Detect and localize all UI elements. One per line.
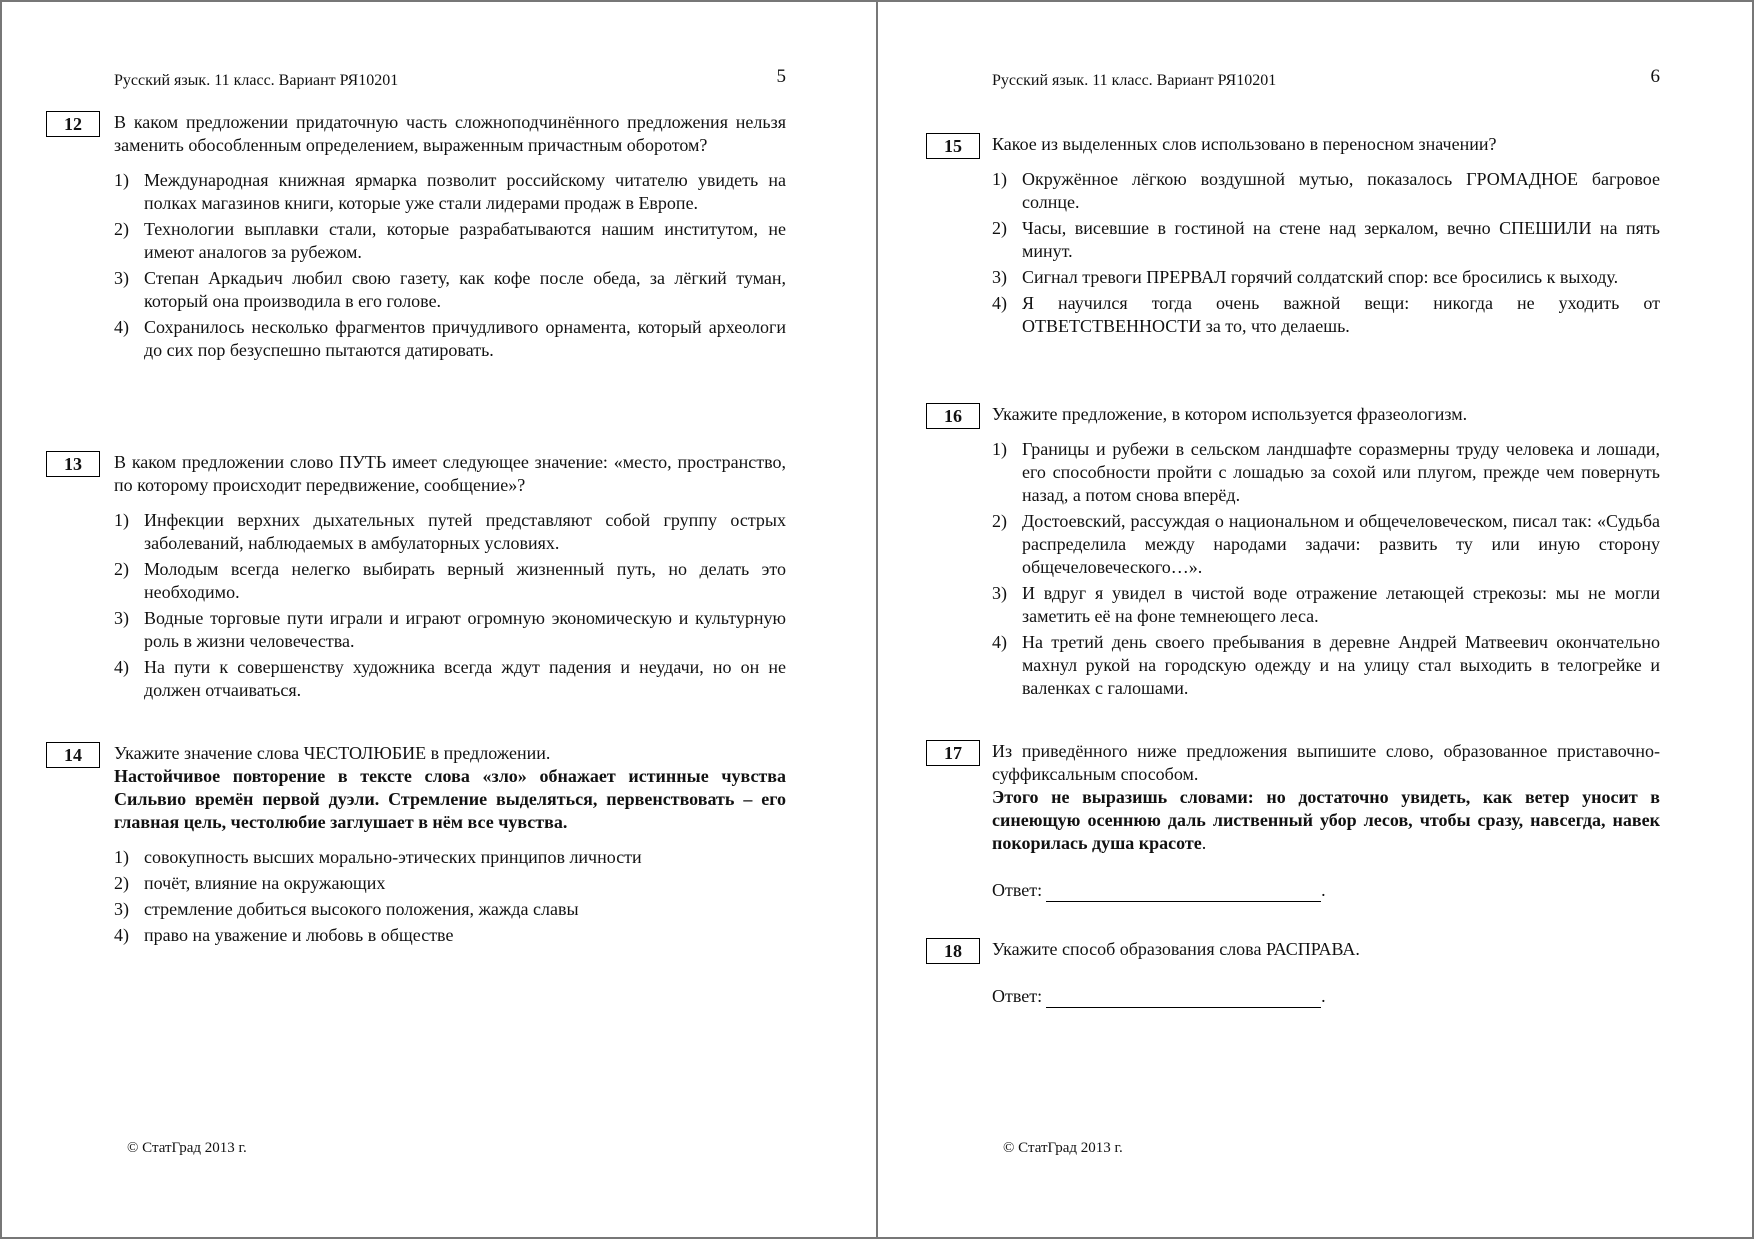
option: 3) Сигнал тревоги ПРЕРВАЛ горячий солдатский спор: все бросились к выходу. xyxy=(992,267,1619,287)
task-number: 17 xyxy=(926,740,980,766)
option: 2) Достоевский, рассуждая о национальном и общечеловеческом, писал так: «Судьба распределила между народами задачи: развить ту или иную сторону общечеловеческого…». xyxy=(992,511,1660,577)
header-title: Русский язык. 11 класс. Вариант РЯ10201 xyxy=(114,72,399,89)
task-12 xyxy=(2,111,876,365)
answer-line[interactable] xyxy=(1046,989,1321,1008)
option: 4) На пути к совершенству художника всегда ждут падения и неудачи, но он не должен отчаиваться. xyxy=(114,657,786,700)
option: 4) На третий день своего пребывания в деревне Андрей Матвеевич окончательно махнул рукой на городскую одежду и на улицу стал выходить в телогрейке и валенках с галошами. xyxy=(992,632,1660,698)
right-page xyxy=(878,2,1752,1237)
task-number: 12 xyxy=(46,111,100,137)
task-13 xyxy=(2,451,876,705)
task-number: 16 xyxy=(926,403,980,429)
option: 2) Часы, висевшие в гостиной на стене над зеркалом, вечно СПЕШИЛИ на пять минут. xyxy=(992,218,1660,261)
page-number: 6 xyxy=(1650,66,1660,87)
footer-copyright: © СтатГрад 2013 г. xyxy=(1003,1140,1123,1156)
task-number: 15 xyxy=(926,133,980,159)
option: 2) почёт, влияние на окружающих xyxy=(114,873,386,893)
task-question: Укажите предложение, в котором используется фразеологизм. xyxy=(992,404,1468,424)
option: 1) совокупность высших морально-этических принципов личности xyxy=(114,847,642,867)
page-header xyxy=(114,66,786,90)
task-question: Какое из выделенных слов использовано в переносном значении? xyxy=(992,134,1497,154)
task-number: 18 xyxy=(926,938,980,964)
option: 1) Границы и рубежи в сельском ландшафте соразмерны труду человека и лошади, его способности пройти с лошадью за сохой или плугом, прежде чем повернуть назад, а потом снова вперёд. xyxy=(992,439,1660,505)
left-page xyxy=(2,2,878,1237)
answer-row: Ответ: . xyxy=(992,880,1326,900)
task-quote: Этого не выразишь словами: но достаточно увидеть, как ветер уносит в синеющую осеннюю даль лиственный убор лесов, чтобы сразу, навсегда, навек покорилась душа красоте. xyxy=(992,787,1660,853)
option: 3) И вдруг я увидел в чистой воде отражение летающей стрекозы: мы не могли заметить её на фоне темнеющего леса. xyxy=(992,583,1660,626)
task-quote: Настойчивое повторение в тексте слова «зло» обнажает истинные чувства Сильвио времён первой дуэли. Стремление выделяться, первенствовать – его главная цель, честолюбие заглушает в нём все чувства. xyxy=(114,766,786,832)
option: 1) Инфекции верхних дыхательных путей представляют собой группу острых заболеваний, наблюдаемых в амбулаторных условиях. xyxy=(114,510,786,553)
option: 4) Сохранилось несколько фрагментов причудливого орнамента, который археологи до сих пор безуспешно пытаются датировать. xyxy=(114,317,786,360)
page-number: 5 xyxy=(776,66,786,87)
option: 3) Степан Аркадьич любил свою газету, как кофе после обеда, за лёгкий туман, который она производила в его голове. xyxy=(114,268,786,311)
task-number: 13 xyxy=(46,451,100,477)
option: 4) право на уважение и любовь в обществе xyxy=(114,925,454,945)
task-15 xyxy=(878,133,1752,341)
footer-copyright: © СтатГрад 2013 г. xyxy=(127,1140,247,1156)
options-list xyxy=(114,509,786,702)
task-question: В каком предложении придаточную часть сложноподчинённого предложения нельзя заменить обособленным определением, выраженным причастным оборотом? xyxy=(114,112,786,155)
answer-row: Ответ: . xyxy=(992,986,1326,1006)
option: 4) Я научился тогда очень важной вещи: никогда не уходить от ОТВЕТСТВЕННОСТИ за то, что делаешь. xyxy=(992,293,1660,336)
option: 3) стремление добиться высокого положения, жажда славы xyxy=(114,899,579,919)
options-list xyxy=(992,168,1660,338)
option: 2) Молодым всегда нелегко выбирать верный жизненный путь, но делать это необходимо. xyxy=(114,559,786,602)
option: 3) Водные торговые пути играли и играют огромную экономическую и культурную роль в жизни человечества. xyxy=(114,608,786,651)
task-14 xyxy=(2,742,876,950)
answer-label: Ответ: xyxy=(992,880,1043,900)
option: 1) Международная книжная ярмарка позволит российскому читателю увидеть на полках магазинов книги, которые уже стали лидерами продаж в Европе. xyxy=(114,170,786,213)
option: 1) Окружённое лёгкою воздушной мутью, показалось ГРОМАДНОЕ багровое солнце. xyxy=(992,169,1660,212)
option: 2) Технологии выплавки стали, которые разрабатываются нашим институтом, не имеют аналогов за рубежом. xyxy=(114,219,786,262)
options-list xyxy=(992,438,1660,700)
task-18 xyxy=(878,938,1752,1008)
page-header xyxy=(992,66,1660,90)
task-17 xyxy=(878,740,1752,902)
task-16 xyxy=(878,403,1752,703)
answer-line[interactable] xyxy=(1046,883,1321,902)
task-question: Укажите значение слова ЧЕСТОЛЮБИЕ в предложении. xyxy=(114,743,551,763)
task-question: В каком предложении слово ПУТЬ имеет следующее значение: «место, пространство, по которому происходит передвижение, сообщение»? xyxy=(114,452,786,495)
options-list xyxy=(114,846,786,947)
task-number: 14 xyxy=(46,742,100,768)
header-title: Русский язык. 11 класс. Вариант РЯ10201 xyxy=(992,72,1277,89)
task-question: Из приведённого ниже предложения выпишите слово, образованное приставочно-суффиксальным способом. xyxy=(992,741,1660,784)
task-question: Укажите способ образования слова РАСПРАВА. xyxy=(992,939,1360,959)
options-list xyxy=(114,169,786,362)
answer-label: Ответ: xyxy=(992,986,1043,1006)
